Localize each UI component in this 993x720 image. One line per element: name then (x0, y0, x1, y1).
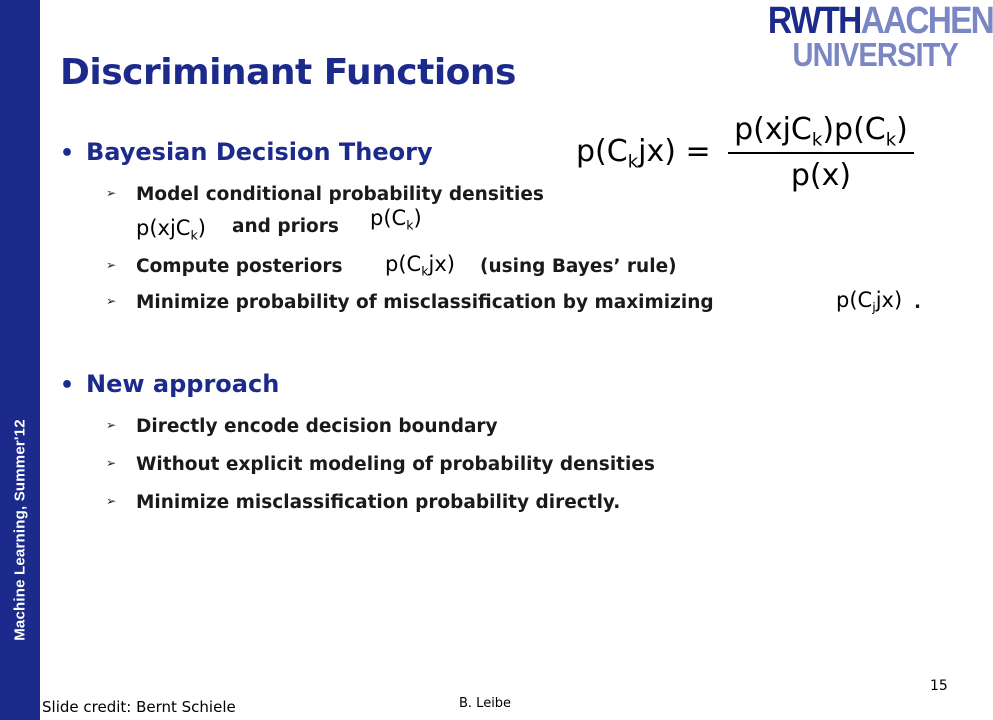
item-without-modeling: ➢ Without explicit modeling of probability densities (106, 454, 655, 475)
posterior-formula: $p(C_kjx)$ (385, 252, 455, 279)
slide-title: Discriminant Functions (60, 52, 516, 93)
section1-heading: Bayesian Decision Theory (86, 138, 433, 166)
item-and-priors: and priors (232, 216, 339, 237)
bayes-lhs: $p(C_kjx)$ = (576, 134, 711, 173)
logo-aachen: AACHEN (860, 0, 993, 42)
item-model-densities: ➢ Model conditional probability densities (106, 184, 544, 205)
item-encode-boundary: ➢ Directly encode decision boundary (106, 416, 498, 437)
density-formula: p(xjC$_k$) (136, 216, 206, 243)
author-name: B. Leibe (459, 696, 512, 711)
sidebar (0, 0, 40, 720)
page-number: 15 (930, 678, 948, 694)
maximize-formula: $p(C_jjx)$ (836, 288, 903, 315)
logo-rwth: RWTH (767, 0, 861, 42)
item-period: . (914, 292, 922, 313)
slide-credit: Slide credit: Bernt Schiele (42, 698, 236, 716)
rwth-logo (742, 0, 993, 73)
bayes-fraction (728, 112, 914, 193)
prior-formula: $p(C_k)$ (370, 206, 422, 233)
fraction-numerator: $p(xjC_k)p(C_k)$ (734, 112, 908, 151)
bullet-bayesian (60, 138, 433, 166)
arrow-bullet-icon: ➢ (106, 186, 117, 200)
arrow-bullet-icon: ➢ (106, 258, 117, 272)
bullet-new-approach (60, 370, 279, 398)
fraction-denominator: p(x) (790, 158, 852, 193)
item-bayes-rule: (using Bayes’ rule) (480, 256, 677, 277)
sidebar-course-label: Machine Learning, Summer'12 (11, 419, 29, 641)
bullet-dot-icon: • (60, 141, 75, 166)
arrow-bullet-icon: ➢ (106, 494, 117, 508)
item-minimize-directly: ➢ Minimize misclassification probability directly. (106, 492, 621, 513)
arrow-bullet-icon: ➢ (106, 418, 117, 432)
bullet-dot-icon: • (60, 373, 75, 398)
fraction-bar (728, 152, 914, 154)
item-minimize-prob: ➢ Minimize probability of misclassification by maximizing (106, 292, 714, 313)
arrow-bullet-icon: ➢ (106, 456, 117, 470)
logo-university: UNIVERSITY (792, 36, 958, 73)
item-compute-posteriors: ➢ Compute posteriors (106, 256, 343, 277)
section2-heading: New approach (86, 370, 280, 398)
arrow-bullet-icon: ➢ (106, 294, 117, 308)
